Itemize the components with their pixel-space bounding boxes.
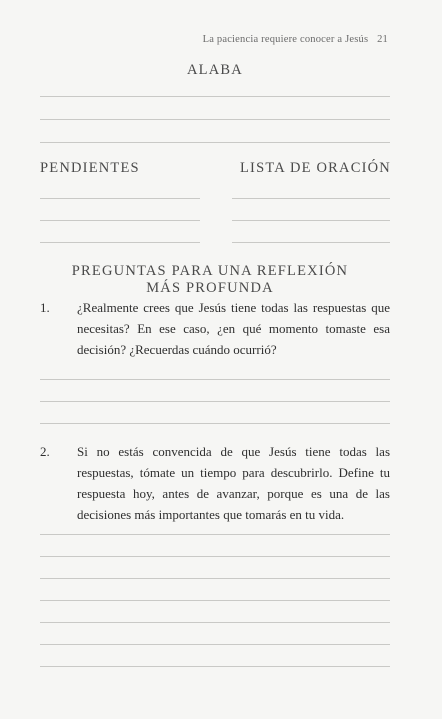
- writing-line: [40, 534, 390, 535]
- question-1: [40, 297, 390, 360]
- question-2: [40, 441, 390, 525]
- running-head: [203, 34, 388, 45]
- writing-line: [40, 220, 200, 221]
- writing-line: [40, 401, 390, 402]
- running-head-title: La paciencia requiere conocer a Jesús: [202, 34, 369, 45]
- writing-line: [40, 142, 390, 143]
- writing-line: [40, 198, 200, 199]
- reflexion-heading-line2: MÁS PROFUNDA: [146, 280, 274, 296]
- writing-line: [232, 242, 390, 243]
- alaba-heading: ALABA: [187, 62, 243, 78]
- page-number: 21: [377, 34, 388, 45]
- writing-line: [40, 578, 390, 579]
- writing-line: [40, 119, 390, 120]
- question-number: 1.: [40, 300, 50, 315]
- writing-line: [232, 198, 390, 199]
- reflexion-heading-line1: PREGUNTAS PARA UNA REFLEXIÓN: [71, 263, 349, 279]
- writing-line: [40, 379, 390, 380]
- pendientes-heading: PENDIENTES: [40, 160, 140, 176]
- question-text: Si no estás convencida de que Jesús tiene todas las respuestas, tómate un tiempo para descubrirlo. Define tu respuesta hoy, antes de avanzar, porque es una de las decisiones más importantes que tomarás en tu vida.: [77, 444, 390, 522]
- reflexion-heading: [60, 263, 360, 297]
- writing-line: [40, 423, 390, 424]
- question-number: 2.: [40, 444, 50, 459]
- writing-line: [40, 600, 390, 601]
- writing-line: [40, 242, 200, 243]
- writing-line: [40, 644, 390, 645]
- writing-line: [40, 96, 390, 97]
- writing-line: [40, 666, 390, 667]
- writing-line: [40, 556, 390, 557]
- lista-oracion-heading: LISTA DE ORACIÓN: [240, 160, 391, 176]
- writing-line: [232, 220, 390, 221]
- question-text: ¿Realmente crees que Jesús tiene todas las respuestas que necesitas? En ese caso, ¿en qué momento tomaste esa decisión? ¿Recuerdas cuándo ocurrió?: [77, 300, 390, 357]
- writing-line: [40, 622, 390, 623]
